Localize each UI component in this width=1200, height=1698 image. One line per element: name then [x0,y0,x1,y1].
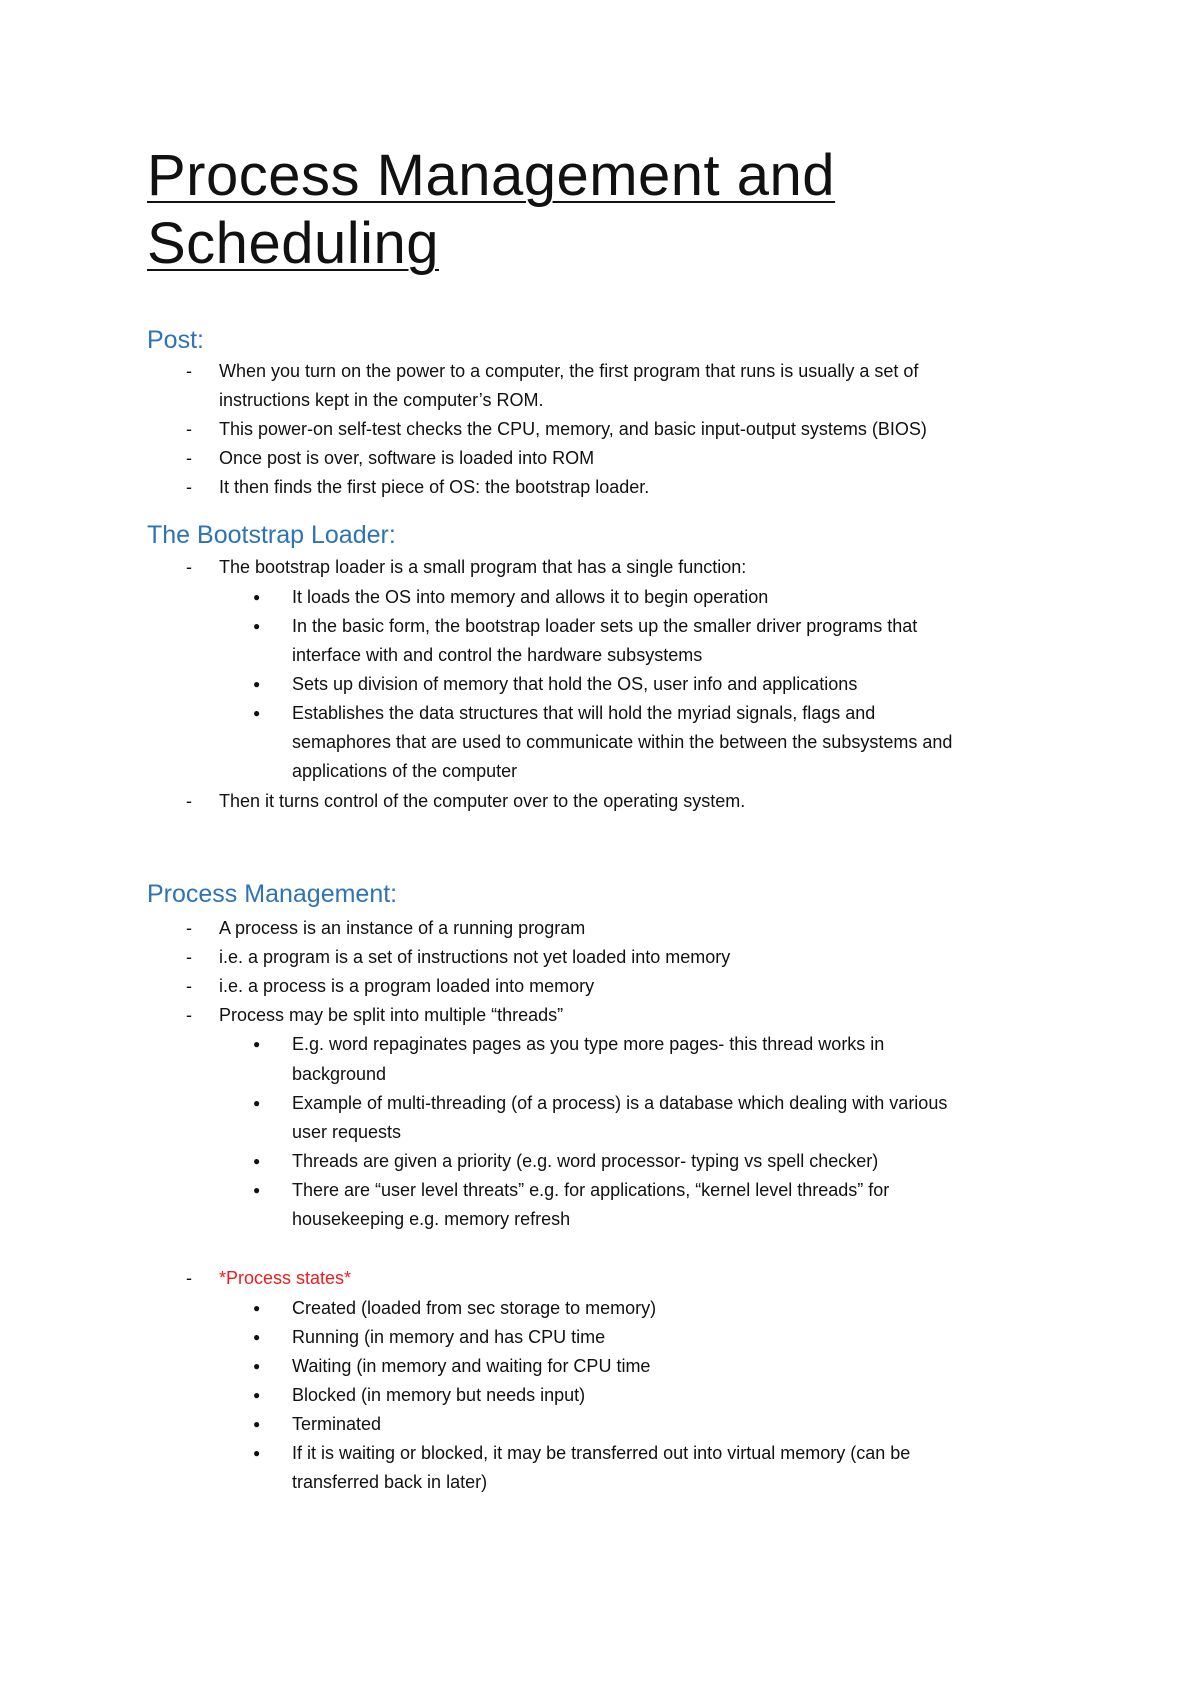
bullet-item: There are “user level threats” e.g. for applications, “kernel level threads” for [292,1180,890,1200]
bullet-marker: ● [253,1037,261,1051]
state-item: Waiting (in memory and waiting for CPU time [292,1356,651,1376]
dash-marker: - [186,557,192,577]
list-item: i.e. a process is a program loaded into memory [219,976,595,996]
heading-process-management: Process Management: [147,880,398,908]
bullet-marker: ● [253,590,261,604]
list-item: It then finds the first piece of OS: the bootstrap loader. [219,477,650,497]
bullet-marker: ● [253,1330,261,1344]
dash-marker: - [186,361,192,381]
dash-marker: - [186,1005,192,1025]
list-item: A process is an instance of a running program [219,918,586,938]
heading-bootstrap-loader: The Bootstrap Loader: [147,521,396,549]
dash-marker: - [186,947,192,967]
bullet-marker: ● [253,1446,261,1460]
dash-marker: - [186,976,192,996]
bullet-item-continuation: applications of the computer [292,761,518,781]
bullet-marker: ● [253,1183,261,1197]
process-states-label: *Process states* [219,1268,352,1288]
bullet-item: E.g. word repaginates pages as you type more pages- this thread works in [292,1034,885,1054]
list-item: This power-on self-test checks the CPU, memory, and basic input-output systems (BIOS) [219,419,927,439]
bullet-item: It loads the OS into memory and allows it to begin operation [292,587,769,607]
state-item: Created (loaded from sec storage to memory) [292,1298,657,1318]
title-line-1: Process Management and [147,143,836,208]
dash-marker: - [186,1268,192,1288]
bullet-marker: ● [253,706,261,720]
bullet-item-continuation: housekeeping e.g. memory refresh [292,1209,571,1229]
bullet-marker: ● [253,1417,261,1431]
state-item: Running (in memory and has CPU time [292,1327,606,1347]
bullet-item-continuation: user requests [292,1122,402,1142]
dash-marker: - [186,791,192,811]
bullet-item: Threads are given a priority (e.g. word processor- typing vs spell checker) [292,1151,879,1171]
list-item: Then it turns control of the computer over to the operating system. [219,791,746,811]
bullet-marker: ● [253,677,261,691]
state-item-continuation: transferred back in later) [292,1472,488,1492]
bullet-item: Example of multi-threading (of a process) is a database which dealing with various [292,1093,948,1113]
bullet-marker: ● [253,1096,261,1110]
bullet-marker: ● [253,1154,261,1168]
bullet-item: Sets up division of memory that hold the OS, user info and applications [292,674,858,694]
list-item: The bootstrap loader is a small program that has a single function: [219,557,747,577]
state-item: If it is waiting or blocked, it may be transferred out into virtual memory (can be [292,1443,911,1463]
list-item: Once post is over, software is loaded into ROM [219,448,595,468]
bullet-marker: ● [253,1301,261,1315]
bullet-item: In the basic form, the bootstrap loader sets up the smaller driver programs that [292,616,918,636]
heading-post: Post: [147,326,204,354]
title-line-2: Scheduling [147,211,439,276]
list-item-continuation: instructions kept in the computer’s ROM. [219,390,544,410]
bullet-item: Establishes the data structures that will hold the myriad signals, flags and [292,703,876,723]
bullet-item-continuation: background [292,1064,387,1084]
dash-marker: - [186,918,192,938]
page-title [147,142,835,278]
dash-marker: - [186,419,192,439]
dash-marker: - [186,448,192,468]
list-item: Process may be split into multiple “threads” [219,1005,564,1025]
dash-marker: - [186,477,192,497]
bullet-marker: ● [253,1359,261,1373]
bullet-marker: ● [253,619,261,633]
state-item: Blocked (in memory but needs input) [292,1385,586,1405]
list-item: When you turn on the power to a computer, the first program that runs is usually a set of [219,361,919,381]
list-item: i.e. a program is a set of instructions not yet loaded into memory [219,947,731,967]
state-item: Terminated [292,1414,382,1434]
bullet-marker: ● [253,1388,261,1402]
bullet-item-continuation: interface with and control the hardware subsystems [292,645,703,665]
bullet-item-continuation: semaphores that are used to communicate within the between the subsystems and [292,732,953,752]
